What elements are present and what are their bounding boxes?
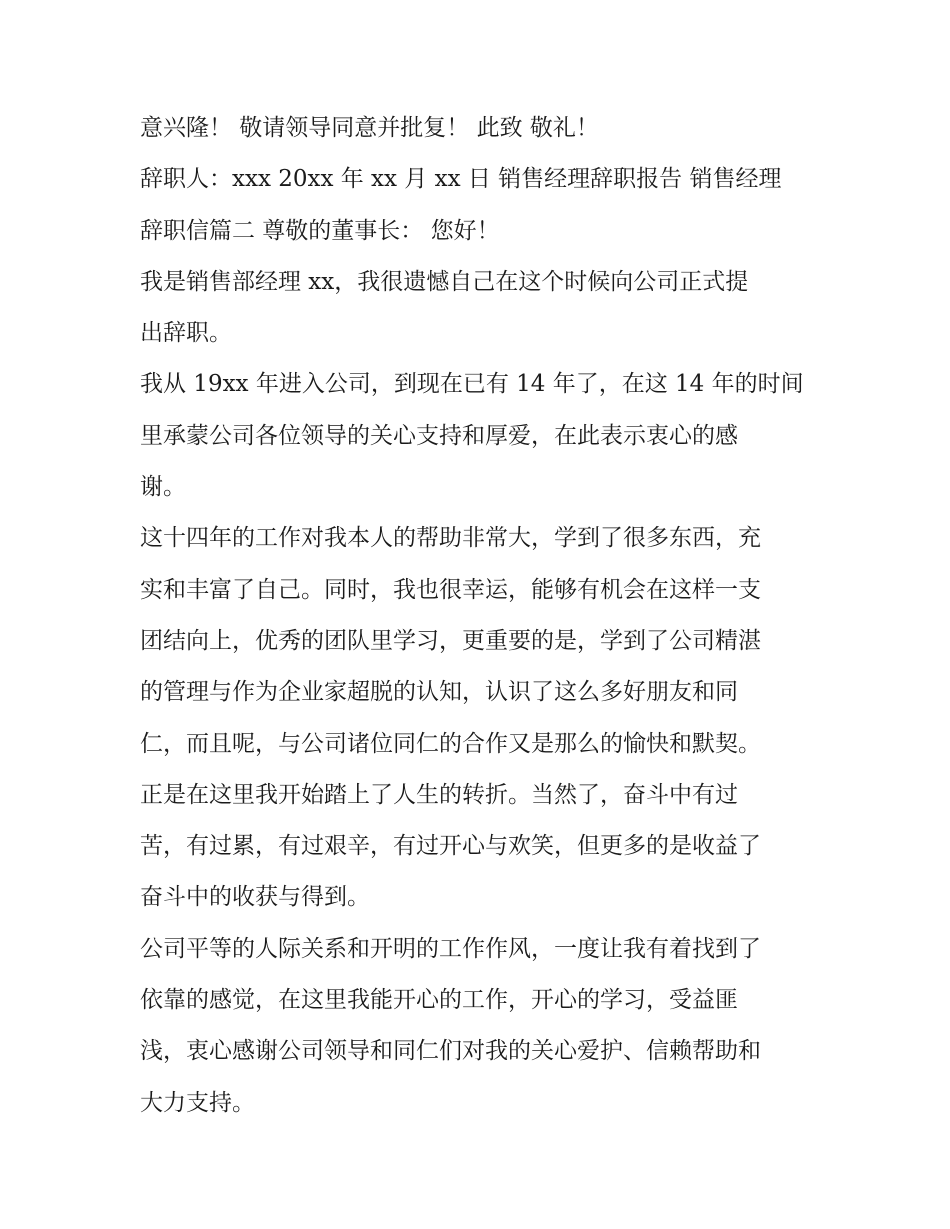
text-line: 团结向上，优秀的团队里学习，更重要的是，学到了公司精湛 <box>140 627 761 654</box>
text-line: 大力支持。 <box>140 1089 255 1116</box>
text-line: 谢。 <box>140 474 186 501</box>
text-line: 的管理与作为企业家超脱的认知，认识了这么多好朋友和同 <box>140 679 738 706</box>
text-line: 这十四年的工作对我本人的帮助非常大，学到了很多东西，充 <box>140 525 761 552</box>
text-line: 奋斗中的收获与得到。 <box>140 884 370 911</box>
text-line: 实和丰富了自己。同时，我也很幸运，能够有机会在这样一支 <box>140 576 761 603</box>
text-line: 里承蒙公司各位领导的关心支持和厚爱，在此表示衷心的感 <box>140 422 738 449</box>
text-line: 仁，而且呢，与公司诸位同仁的合作又是那么的愉快和默契。 <box>140 730 761 757</box>
text-line: 苦，有过累，有过艰辛，有过开心与欢笑，但更多的是收益了 <box>140 833 761 860</box>
text-line: 意兴隆！ 敬请领导同意并批复！ 此致 敬礼！ <box>140 115 599 141</box>
text-line: 我是销售部经理 xx，我很遗憾自己在这个时候向公司正式提 <box>140 268 749 295</box>
text-line: 公司平等的人际关系和开明的工作作风，一度让我有着找到了 <box>140 935 761 962</box>
text-line: 依靠的感觉，在这里我能开心的工作，开心的学习，受益匪 <box>140 987 738 1014</box>
text-line: 我从 19xx 年进入公司，到现在已有 14 年了，在这 14 年的时间 <box>140 371 804 398</box>
document-body <box>140 103 820 1129</box>
text-line: 正是在这里我开始踏上了人生的转折。当然了，奋斗中有过 <box>140 781 738 808</box>
text-line: 辞职信篇二 尊敬的董事长： 您好！ <box>140 217 500 244</box>
text-line: 辞职人：xxx 20xx 年 xx 月 xx 日 销售经理辞职报告 销售经理 <box>140 166 782 193</box>
text-line: 浅，衷心感谢公司领导和同仁们对我的关心爱护、信赖帮助和 <box>140 1038 761 1065</box>
text-line: 出辞职。 <box>140 320 232 347</box>
